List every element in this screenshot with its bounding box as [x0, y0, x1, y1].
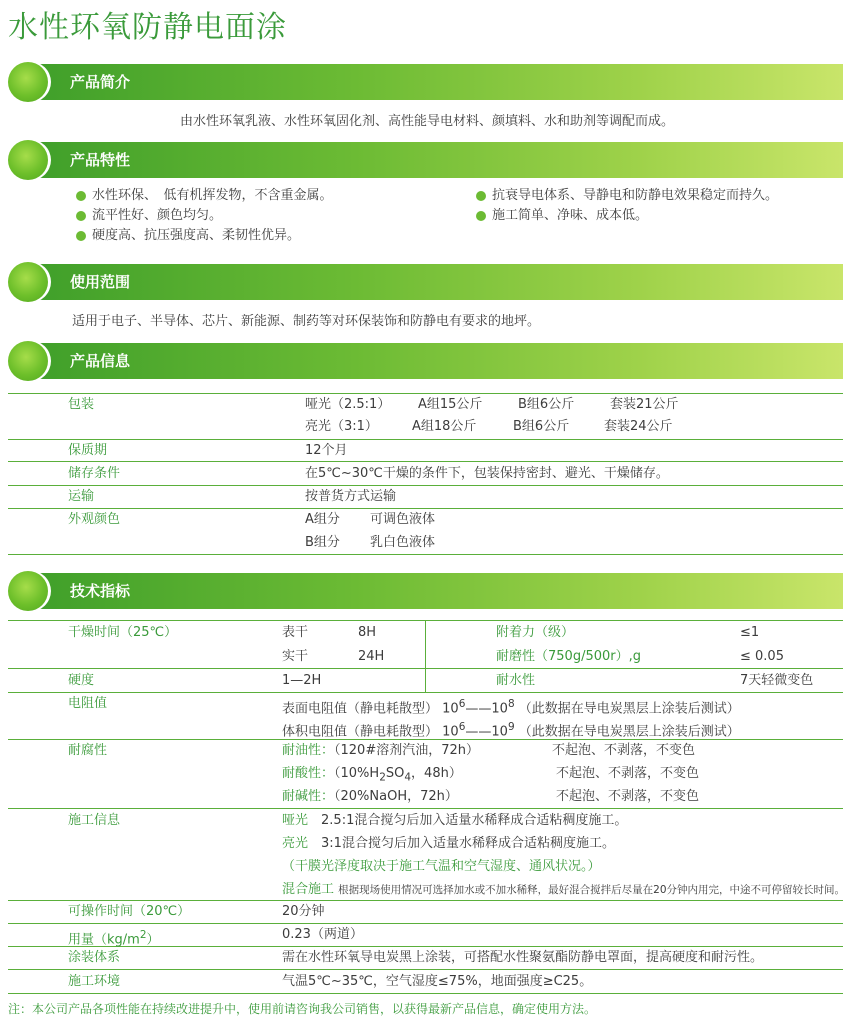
- tech-value: 20分钟: [282, 904, 325, 919]
- acid-resistance: 耐酸性：（$10\%H_2SO_4$，48h）: [282, 766, 462, 784]
- color-part: B组分: [305, 535, 340, 550]
- color-desc: 乳白色液体: [370, 535, 436, 550]
- dry-surface-value: 8H: [358, 625, 377, 640]
- section-header-features: [8, 140, 843, 180]
- feature-item: 施工简单、净味、成本低。: [476, 206, 778, 226]
- tech-value: 7天轻微变色: [740, 673, 814, 688]
- tech-value: ≤ 0.05: [740, 649, 784, 664]
- info-value: 在5℃~30℃干燥的条件下，包装保持密封、避光、干燥储存。: [305, 466, 669, 481]
- tech-label: 硬度: [68, 673, 95, 688]
- tech-label: 施工环境: [68, 974, 121, 989]
- tech-value: 需在水性环氧导电炭黑上涂装，可搭配水性聚氨酯防静电罩面，提高硬度和耐污性。: [282, 950, 764, 965]
- pack-set: 套装21公斤: [610, 397, 679, 412]
- tech-value: 0.23（两道）: [282, 927, 363, 942]
- section-heading: 产品信息: [70, 352, 131, 370]
- info-value: 按普货方式运输: [305, 489, 397, 504]
- page-title: 水性环氧防静电面涂: [8, 10, 287, 45]
- pack-type: 哑光（2.5:1）: [305, 397, 391, 412]
- pack-a: A组18公斤: [412, 419, 477, 434]
- section-circle-icon: [8, 571, 48, 611]
- acid-result: 不起泡、不剥落，不变色: [556, 766, 700, 781]
- feature-item: 抗衰导电体系、导静电和防静电效果稳定而持久。: [476, 186, 778, 206]
- alkali-result: 不起泡、不剥落，不变色: [556, 789, 700, 804]
- tech-label: 耐磨性（750g/500r）,g: [496, 649, 641, 664]
- tech-value: 气温5℃~35℃，空气湿度≤75%，地面强度≥C25。: [282, 974, 593, 989]
- oil-resistance: 耐油性：（120#溶剂汽油，72h）: [282, 743, 480, 758]
- color-part: A组分: [305, 512, 340, 527]
- footnote: 注：本公司产品各项性能在持续改进提升中，使用前请咨询我公司销售，以获得最新产品信息，确定使用方法。: [8, 1002, 597, 1016]
- section-circle-icon: [8, 341, 48, 381]
- section-header-tech: [8, 571, 843, 611]
- dry-hard: 实干: [282, 649, 309, 664]
- alkali-resistance: 耐碱性：（20%NaOH，72h）: [282, 789, 458, 804]
- tech-label: 用量$(kg/m^2)$: [68, 929, 160, 948]
- tech-label: 电阻值: [68, 696, 108, 711]
- gloss-note: （干膜光泽度取决于施工气温和空气湿度、通风状况。）: [282, 859, 601, 874]
- pack-type: 亮光（3:1）: [305, 419, 378, 434]
- section-circle-icon: [8, 262, 48, 302]
- info-label: 保质期: [68, 443, 108, 458]
- info-label: 运输: [68, 489, 95, 504]
- tech-label: 涂装体系: [68, 950, 121, 965]
- info-label: 储存条件: [68, 466, 121, 481]
- tech-label: 附着力（级）: [496, 625, 575, 640]
- section-heading: 产品特性: [70, 151, 131, 169]
- pack-b: B组6公斤: [518, 397, 575, 412]
- info-label: 包装: [68, 397, 95, 412]
- dry-hard-value: 24H: [358, 649, 385, 664]
- features-list-left: [76, 186, 333, 246]
- tech-value: 1—2H: [282, 673, 322, 688]
- scope-text: 适用于电子、半导体、芯片、新能源、制药等对环保装饰和防静电有要求的地坪。: [72, 314, 541, 329]
- oil-result: 不起泡、不剥落，不变色: [552, 743, 696, 758]
- section-circle-icon: [8, 62, 48, 102]
- intro-text: 由水性环氧乳液、水性环氧固化剂、高性能导电材料、颜填料、水和助剂等调配而成。: [180, 114, 675, 129]
- section-header-scope: [8, 262, 843, 302]
- tech-label: 耐腐性: [68, 743, 108, 758]
- features-list-right: [476, 186, 778, 226]
- pack-a: A组15公斤: [418, 397, 483, 412]
- info-value: 12个月: [305, 443, 348, 458]
- tech-label: 施工信息: [68, 813, 121, 828]
- feature-item: 硬度高、抗压强度高、柔韧性优异。: [76, 226, 333, 246]
- feature-item: 流平性好、颜色均匀。: [76, 206, 333, 226]
- section-header-info: [8, 341, 843, 381]
- tech-label: 干燥时间（25℃）: [68, 625, 178, 640]
- resist-surface: 表面电阻值（静电耗散型） $10^6——10^8$ （此数据在导电炭黑层上涂装后测试）: [282, 698, 740, 717]
- section-circle-icon: [8, 140, 48, 180]
- mix-info: 混合施工 根据现场使用情况可选择加水或不加水稀释，最好混合搅拌后尽量在20分钟内用完，中途不可停留较长时间。: [282, 882, 846, 897]
- tech-label: 可操作时间（20℃）: [68, 904, 191, 919]
- section-heading: 使用范围: [70, 273, 131, 291]
- tech-label: 耐水性: [496, 673, 536, 688]
- tech-value: ≤1: [740, 625, 760, 640]
- resist-volume: 体积电阻值（静电耗散型） $10^6——10^9$ （此数据在导电炭黑层上涂装后测试）: [282, 721, 740, 740]
- gloss-info: 亮光 3:1混合搅匀后加入适量水稀释成合适粘稠度施工。: [282, 836, 615, 851]
- dry-surface: 表干: [282, 625, 309, 640]
- pack-set: 套装24公斤: [604, 419, 673, 434]
- color-desc: 可调色液体: [370, 512, 436, 527]
- matte-info: 哑光 2.5:1混合搅匀后加入适量水稀释成合适粘稠度施工。: [282, 813, 628, 828]
- section-header-intro: [8, 62, 843, 102]
- feature-item: 水性环保、 低有机挥发物，不含重金属。: [76, 186, 333, 206]
- pack-b: B组6公斤: [513, 419, 570, 434]
- section-band: [30, 64, 843, 100]
- section-heading: 产品简介: [70, 73, 131, 91]
- section-heading: 技术指标: [70, 582, 131, 600]
- info-label: 外观颜色: [68, 512, 121, 527]
